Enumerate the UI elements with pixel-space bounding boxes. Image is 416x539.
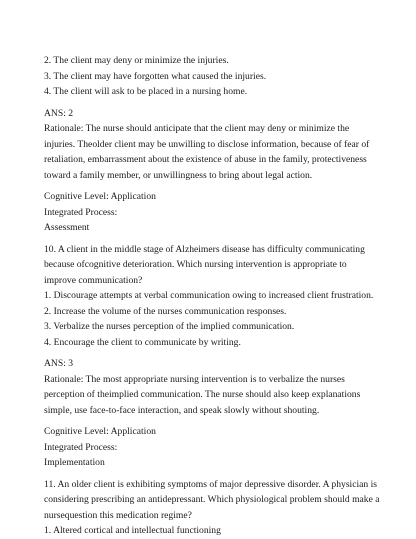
q9-rationale-line: retaliation, embarrassment about the existence of abuse in the family, protectiveness bbox=[44, 154, 367, 165]
q10-stem-line: improve communication? bbox=[44, 274, 143, 286]
q9-option-4: 4. The client will ask to be placed in a nursing home. bbox=[44, 86, 248, 97]
q9-integrated-process-label: Integrated Process: bbox=[44, 206, 118, 218]
q10-option-4: 4. Encourage the client to communicate by writing. bbox=[44, 336, 241, 348]
q10-rationale-line: perception of theimplied communication. The nurse should also keep explanations bbox=[44, 389, 361, 400]
q9-answer: ANS: 2 bbox=[44, 107, 74, 119]
document-page bbox=[44, 53, 380, 539]
q11-option-1: 1. Altered cortical and intellectual functioning bbox=[44, 525, 221, 536]
q10-rationale-line: Rationale: The most appropriate nursing intervention is to verbalize the nurses bbox=[44, 373, 345, 385]
q9-rationale-line: Rationale: The nurse should anticipate that the client may deny or minimize the bbox=[44, 123, 350, 134]
q10-cognitive-level: Cognitive Level: Application bbox=[44, 426, 156, 437]
q11-stem-line: nursequestion this medication regime? bbox=[44, 509, 192, 521]
q10-option-1: 1. Discourage attempts at verbal communication owing to increased client frustration. bbox=[44, 290, 374, 301]
q10-rationale-line: simple, use face-to-face interaction, and speak slowly without shouting. bbox=[44, 404, 320, 416]
q10-integrated-process-value: Implementation bbox=[44, 457, 105, 468]
q10-option-3: 3. Verbalize the nurses perception of the implied communication. bbox=[44, 321, 295, 332]
q11-stem-line: considering prescribing an antidepressant. Which physiological problem should make a bbox=[44, 494, 380, 505]
q9-option-3: 3. The client may have forgotten what caused the injuries. bbox=[44, 70, 267, 82]
q10-integrated-process-label: Integrated Process: bbox=[44, 441, 118, 453]
q10-stem-line: because ofcognitive deterioration. Which nursing intervention is appropriate to bbox=[44, 259, 347, 270]
q9-option-2: 2. The client may deny or minimize the injuries. bbox=[44, 55, 229, 66]
q9-cognitive-level: Cognitive Level: Application bbox=[44, 191, 156, 202]
q10-stem-line: 10. A client in the middle stage of Alzheimers disease has difficulty communicating bbox=[44, 243, 365, 255]
q11-stem-line: 11. An older client is exhibiting symptoms of major depressive disorder. A physician is bbox=[44, 478, 377, 490]
q9-integrated-process-value: Assessment bbox=[44, 222, 90, 233]
q10-answer: ANS: 3 bbox=[44, 358, 74, 369]
q10-option-2: 2. Increase the volume of the nurses communication responses. bbox=[44, 305, 287, 317]
q9-rationale-line: injuries. Theolder client may be unwilling to disclose information, because of fear of bbox=[44, 138, 370, 150]
q9-rationale-line: toward a family member, or unwillingness to bring about legal action. bbox=[44, 169, 313, 181]
